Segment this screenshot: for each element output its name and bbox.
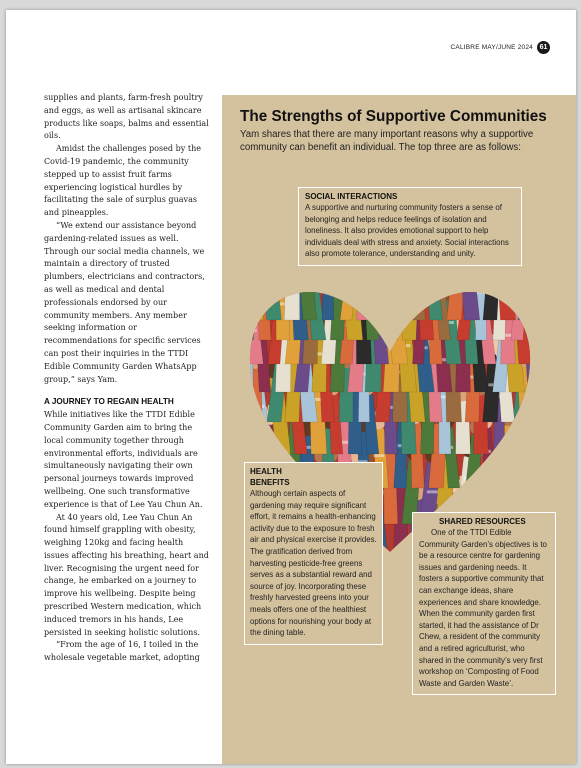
finger — [518, 277, 521, 287]
finger — [376, 297, 379, 307]
finger — [354, 278, 357, 288]
shared-resources-text: One of the TTDI Edible Community Garden’s objectives is to be a resource centre for gardening issues and gardening needs. It fosters a supportive community that can exchange ideas, share experiences and share knowledge. When the community garden first started, it had the assistance of Dr Chew, a resident of the community and a retired agriculturist, who shared in the community’s very first workshop on ‘Composting of Food Waste and Garden Waste’. — [419, 528, 547, 688]
finger — [262, 442, 265, 452]
finger — [276, 265, 279, 275]
raised-arm — [244, 356, 248, 422]
finger — [452, 283, 455, 293]
finger — [255, 309, 258, 319]
finger — [278, 448, 281, 458]
sleeve-stripe — [244, 329, 257, 332]
raised-hand — [416, 286, 428, 302]
health-benefits-box — [244, 462, 383, 645]
raised-hand — [385, 323, 402, 339]
finger — [257, 440, 260, 450]
finger — [473, 484, 476, 494]
finger — [363, 283, 366, 293]
finger — [375, 283, 378, 293]
finger — [522, 255, 525, 265]
finger — [283, 277, 286, 287]
finger — [247, 318, 250, 328]
finger — [534, 308, 536, 318]
finger — [313, 274, 316, 284]
raised-hand — [244, 290, 258, 306]
raised-hand — [388, 273, 402, 289]
finger — [534, 364, 536, 374]
finger — [509, 472, 512, 482]
finger — [518, 452, 521, 462]
raised-hand — [274, 279, 287, 295]
raised-arm — [517, 422, 533, 488]
finger — [262, 252, 265, 253]
finger — [390, 319, 393, 329]
sleeve-stripe — [517, 295, 527, 298]
finger — [398, 272, 401, 282]
finger — [327, 276, 330, 286]
raised-hand — [513, 281, 529, 297]
shared-resources-heading: SHARED RESOURCES — [439, 517, 526, 526]
social-interactions-text: A supportive and nurturing community fosters a sense of belonging and helps reduce feelings of isolation and loneliness. It also provides emotional support to help individuals deal with stress and anxiety. Social interactions also promote tolerance, understanding and unity. — [305, 203, 509, 259]
finger — [531, 485, 534, 495]
finger — [395, 269, 398, 279]
finger — [256, 403, 259, 413]
sleeve-stripe — [254, 405, 265, 408]
health-benefits-heading-line1: HEALTH — [250, 467, 282, 476]
finger — [437, 280, 440, 290]
finger — [348, 276, 351, 286]
finger — [398, 271, 401, 281]
finger — [448, 281, 451, 291]
finger — [244, 449, 245, 459]
raised-arm — [528, 381, 536, 454]
finger — [246, 447, 249, 457]
raised-hand — [511, 456, 525, 472]
finger — [309, 274, 312, 284]
finger — [387, 272, 390, 282]
finger — [253, 256, 256, 266]
finger — [259, 440, 262, 450]
finger — [508, 286, 511, 296]
finger — [258, 263, 261, 273]
finger — [371, 285, 374, 295]
sleeve-stripe — [390, 278, 400, 281]
raised-hand — [463, 486, 476, 502]
finger — [244, 337, 245, 347]
page-number-badge: 61 — [537, 41, 550, 54]
raised-hand — [244, 375, 247, 391]
finger — [388, 334, 391, 344]
sleeve-stripe — [343, 286, 357, 289]
finger — [248, 405, 251, 415]
sleeve-stripe — [517, 442, 529, 445]
raised-arm — [374, 257, 394, 320]
sleeve-stripe — [291, 287, 303, 290]
raised-hand — [396, 306, 412, 322]
finger — [521, 277, 524, 287]
finger — [394, 270, 397, 280]
finger — [334, 274, 337, 284]
sleeve-stripe — [477, 291, 486, 294]
raised-hand — [498, 453, 513, 469]
raised-arm — [385, 288, 400, 340]
raised-arm — [244, 390, 253, 454]
finger — [378, 283, 381, 293]
raised-hand — [344, 280, 357, 296]
finger — [404, 302, 407, 312]
sleeve-stripe — [417, 287, 429, 290]
finger — [286, 265, 289, 275]
finger — [497, 482, 500, 492]
finger — [470, 482, 473, 492]
article-paragraph: “From the age of 16, I toiled in the wholesale vegetable market, adopting — [44, 640, 200, 663]
raised-arm — [417, 264, 433, 340]
finger — [392, 336, 395, 346]
article-paragraph: “We extend our assistance beyond gardening-related issues as well. Through our social media channels, we maintain a directory of trusted plumbers, electricians and contractors, as well as medical and dental professionals endorsed by our community members. Any member seeking information or recommendations for specific services can post their inquiries in the TTDI Edible Community Garden WhatsApp group,” says Yam. — [44, 220, 205, 384]
finger — [465, 484, 468, 494]
raised-hand — [366, 301, 383, 317]
sleeve-stripe — [247, 290, 258, 293]
finger — [417, 284, 420, 294]
article-paragraph: While initiatives like the TTDI Edible Community Garden aim to bring the local community together through environmental efforts, individuals are simultaneously navigating their own personal journeys towards improved wellbeing. One such transformative experience is that of Lee Yau Chun An. — [44, 410, 203, 509]
sleeve-stripe — [258, 290, 268, 293]
sleeve-stripe — [496, 285, 506, 288]
finger — [434, 278, 437, 288]
sidebar-panel — [222, 95, 576, 764]
finger — [252, 403, 255, 413]
raised-hand — [508, 474, 522, 490]
finger — [266, 263, 269, 273]
section-heading: A JOURNEY TO REGAIN HEALTH — [44, 397, 174, 407]
finger — [261, 307, 264, 317]
finger — [525, 257, 528, 267]
finger — [401, 302, 404, 312]
panel-title: The Strengths of Supportive Communities — [240, 108, 547, 125]
finger — [278, 275, 281, 285]
sleeve-stripe — [408, 291, 420, 294]
finger — [428, 280, 431, 290]
finger — [531, 252, 534, 254]
magazine-issue-label: CALIBRE MAY/JUNE 2024 — [450, 44, 533, 51]
finger — [248, 410, 251, 420]
finger — [535, 487, 536, 497]
finger — [367, 285, 370, 295]
finger — [512, 470, 515, 480]
raised-hand — [527, 441, 536, 457]
finger — [313, 266, 316, 276]
finger — [420, 282, 423, 292]
finger — [526, 405, 529, 415]
finger — [386, 321, 389, 331]
raised-arm — [262, 252, 281, 320]
raised-arm — [529, 287, 536, 340]
finger — [250, 320, 253, 330]
finger — [247, 286, 250, 296]
finger — [528, 439, 531, 449]
finger — [280, 275, 283, 285]
raised-arm — [518, 261, 534, 320]
finger — [337, 276, 340, 286]
sleeve-stripe — [244, 402, 246, 405]
finger — [527, 485, 530, 495]
finger — [441, 283, 444, 293]
finger — [523, 487, 526, 497]
finger — [258, 252, 261, 253]
finger — [512, 288, 515, 298]
finger — [510, 451, 513, 461]
finger — [468, 482, 471, 492]
article-column — [44, 92, 209, 665]
finger — [251, 286, 254, 296]
raised-hand — [385, 274, 401, 290]
finger — [294, 252, 297, 256]
finger — [345, 278, 348, 288]
finger — [256, 258, 259, 268]
magazine-page — [6, 10, 576, 764]
finger — [499, 451, 502, 461]
finger — [244, 318, 247, 328]
finger — [258, 307, 261, 317]
finger — [244, 408, 247, 418]
raised-hand — [253, 444, 265, 460]
article-paragraph: Amidst the challenges posed by the Covid-19 pandemic, the community stepped up to assist fruit farms experiencing logistical hurdles by facilitating the sale of surplus guavas and pineapples. — [44, 144, 202, 218]
finger — [282, 263, 285, 273]
raised-hand — [247, 407, 263, 423]
raised-hand — [522, 489, 536, 505]
finger — [260, 261, 263, 271]
article-paragraph: At 40 years old, Lee Yau Chun An found himself grappling with obesity, weighing 120kg and facing health issues affecting his breathing, heart and liver. Recognising the urgent need for change, he embarked on a journey to improve his wellbeing. Despite being prescribed Western medication, which induced tremors in his hands, Lee persisted in seeking holistic solutions. — [44, 512, 209, 637]
social-interactions-heading: SOCIAL INTERACTIONS — [305, 192, 398, 201]
finger — [360, 283, 363, 293]
finger — [530, 306, 533, 316]
finger — [246, 339, 249, 349]
sleeve-stripe — [535, 299, 536, 302]
raised-hand — [533, 366, 536, 382]
sleeve-stripe — [262, 271, 275, 274]
finger — [531, 437, 534, 447]
raised-hand — [244, 322, 254, 338]
finger — [365, 306, 368, 316]
finger — [305, 276, 308, 286]
finger — [514, 279, 517, 289]
sleeve-stripe — [534, 395, 536, 398]
finger — [535, 270, 536, 280]
finger — [368, 299, 371, 309]
sleeve-stripe — [454, 278, 467, 281]
finger — [494, 482, 497, 492]
finger — [380, 299, 383, 309]
finger — [392, 269, 395, 279]
finger — [254, 442, 257, 452]
raised-hand — [246, 260, 260, 276]
finger — [506, 449, 509, 459]
raised-hand — [305, 270, 320, 286]
finger — [290, 252, 293, 258]
raised-arm — [497, 261, 516, 320]
finger — [503, 449, 506, 459]
finger — [389, 271, 392, 281]
finger — [250, 447, 253, 457]
finger — [534, 437, 536, 447]
raised-arm — [364, 278, 379, 340]
finger — [247, 258, 250, 268]
finger — [244, 373, 247, 383]
sleeve-stripe — [408, 278, 421, 281]
social-interactions-box — [298, 187, 522, 266]
finger — [316, 276, 319, 286]
finger — [250, 256, 253, 266]
finger — [372, 297, 375, 307]
raised-hand — [355, 287, 371, 303]
raised-hand — [370, 287, 384, 303]
finger — [281, 446, 284, 456]
finger — [525, 279, 528, 289]
raised-arm — [249, 262, 268, 320]
finger — [244, 288, 246, 298]
finger — [397, 304, 400, 314]
sleeve-stripe — [323, 269, 333, 272]
finger — [527, 306, 530, 316]
raised-arm — [244, 302, 245, 364]
finger — [425, 284, 428, 294]
finger — [263, 261, 266, 271]
finger — [255, 252, 258, 255]
finger — [501, 288, 504, 298]
finger — [351, 276, 354, 286]
finger — [394, 319, 397, 329]
sleeve-stripe — [373, 454, 384, 457]
raised-hand — [475, 265, 487, 281]
sleeve-stripe — [255, 291, 268, 294]
finger — [254, 449, 257, 459]
finger — [361, 304, 364, 314]
finger — [492, 484, 495, 494]
raised-hand — [274, 267, 289, 283]
raised-hand — [534, 272, 536, 288]
panel-intro: Yam shares that there are many important reasons why a supportive community can benefit an individual. The top three are as follows: — [240, 129, 534, 153]
finger — [255, 288, 258, 298]
finger — [310, 266, 313, 276]
finger — [330, 274, 333, 284]
finger — [521, 454, 524, 464]
finger — [266, 252, 269, 255]
raised-hand — [427, 282, 440, 298]
sleeve-stripe — [347, 276, 357, 279]
finger — [408, 304, 411, 314]
finger — [499, 484, 502, 494]
finger — [515, 452, 518, 462]
raised-hand — [244, 412, 251, 428]
finger — [523, 308, 526, 318]
raised-arm — [284, 257, 299, 320]
finger — [306, 268, 309, 278]
shared-resources-box — [412, 512, 556, 695]
sleeve-stripe — [381, 282, 395, 285]
raised-hand — [522, 310, 536, 326]
finger — [512, 454, 515, 464]
finger — [523, 403, 526, 413]
finger — [515, 470, 518, 480]
finger — [422, 282, 425, 292]
finger — [390, 270, 393, 280]
finger — [431, 278, 434, 288]
finger — [505, 286, 508, 296]
health-benefits-text: Although certain aspects of gardening may require significant effort, it remains a health-enhancing activity due to the exposure to fresh air and physical exercise it provides. The gratification derived from harvesting pesticide-free greens serves as a substantial reward and source of joy. Incorporating these freshly harvested greens into your meals offers one of the healthiest options for nourishing your body at the dining table. — [250, 489, 377, 638]
finger — [445, 281, 448, 291]
finger — [275, 277, 278, 287]
finger — [279, 263, 282, 273]
article-paragraph: supplies and plants, farm-fresh poultry and eggs, as well as artisanal skincare products like soaps, balms and essential oils. — [44, 93, 209, 141]
finger — [519, 472, 522, 482]
finger — [356, 285, 359, 295]
health-benefits-heading-line2: BENEFITS — [250, 478, 290, 487]
raised-hand — [253, 252, 269, 263]
running-header — [451, 41, 550, 54]
raised-hand — [490, 486, 502, 502]
raised-hand — [256, 265, 269, 281]
raised-hand — [326, 278, 341, 294]
raised-hand — [244, 341, 250, 357]
finger — [398, 321, 401, 331]
finger — [381, 285, 384, 295]
finger — [316, 268, 319, 278]
